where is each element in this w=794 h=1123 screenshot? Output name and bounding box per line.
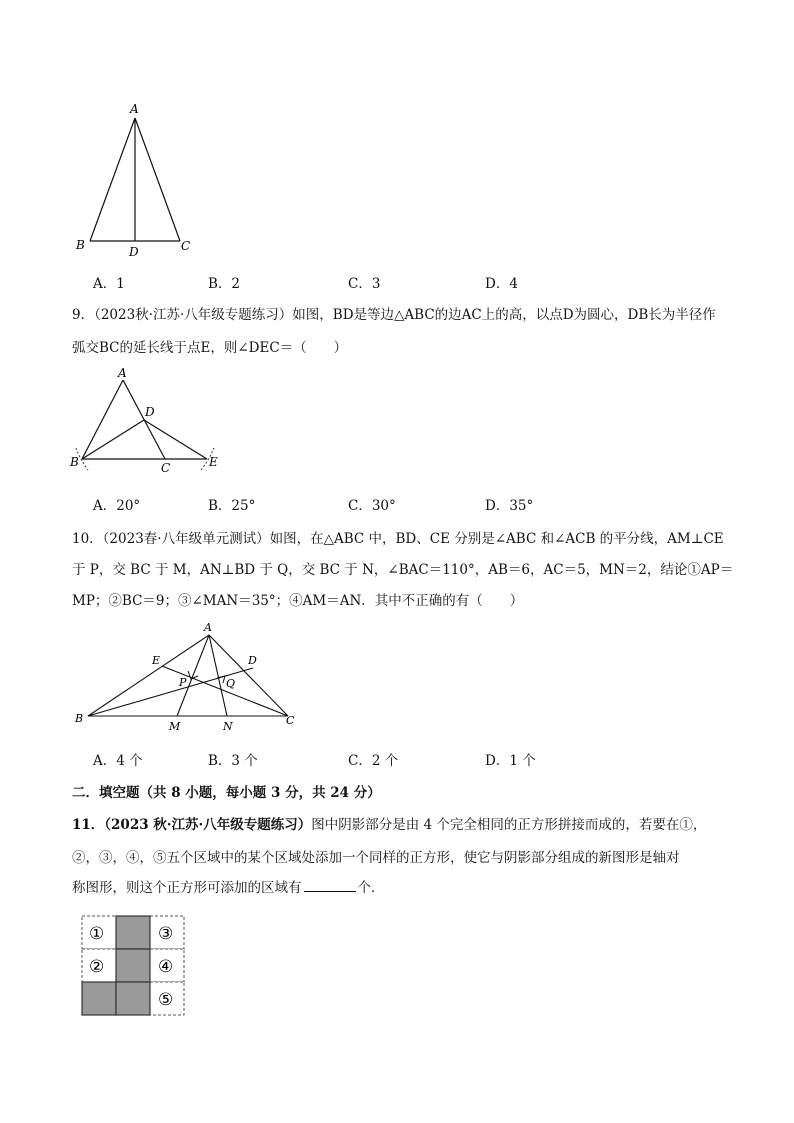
q10-side-ac — [209, 635, 288, 716]
q11-text-line1 — [72, 813, 706, 833]
q11-region-3-label: ③ — [158, 924, 174, 944]
q9-option-d[interactable]: D．35° — [485, 498, 534, 514]
q11-text-line3 — [72, 876, 385, 896]
q11-shaded-square — [116, 916, 150, 949]
q10-label-c: C — [286, 714, 295, 727]
q10-text-line2: 于 P，交 BC 于 M，AN⊥BD 于 Q，交 BC 于 N，∠BAC＝110°，AB＝6，AC＝5，MN＝2，结论①AP＝ — [72, 562, 734, 578]
q10-label-m: M — [169, 720, 181, 733]
q11-region-2-label: ② — [89, 957, 105, 977]
q9-side-ac — [123, 380, 165, 459]
q11-region-4-label: ④ — [158, 957, 174, 977]
q9-segment-de — [144, 420, 207, 459]
q8-option-c[interactable]: C．3 — [348, 276, 381, 292]
q11-shaded-square — [116, 949, 150, 982]
q11-source: 11．（2023 秋·江苏·八年级专题练习） — [72, 817, 312, 833]
q8-side-ac — [135, 118, 180, 241]
q9-label-a: A — [118, 366, 127, 380]
q9-triangle-figure — [68, 366, 228, 476]
section-heading-fill-in: 二．填空题（共 8 小题，每小题 3 分，共 24 分） — [72, 785, 381, 801]
q8-side-ab — [90, 118, 135, 241]
q10-label-p: P — [179, 676, 187, 689]
q11-text-line3-before: 称图形，则这个正方形可添加的区域有 — [72, 880, 302, 896]
q9-label-e: E — [209, 455, 218, 469]
q10-label-b: B — [75, 712, 84, 725]
q8-label-d: D — [129, 245, 139, 259]
q8-label-b: B — [76, 238, 85, 252]
q10-option-a[interactable]: A．4 个 — [93, 753, 143, 769]
q10-option-c[interactable]: C．2 个 — [348, 753, 399, 769]
q10-text-line3: MP；②BC＝9；③∠MAN＝35°；④AM＝AN．其中不正确的有（ ） — [72, 593, 524, 609]
q11-region-1-label: ① — [89, 924, 105, 944]
q9-label-d: D — [145, 405, 155, 419]
q9-label-c: C — [161, 461, 171, 475]
q9-side-ab — [82, 380, 123, 459]
q8-label-c: C — [181, 239, 191, 253]
q10-label-n: N — [223, 720, 233, 733]
q10-label-e: E — [152, 654, 161, 667]
q9-option-c[interactable]: C．30° — [348, 498, 396, 514]
q10-option-d[interactable]: D．1 个 — [485, 753, 536, 769]
q10-label-q: Q — [226, 677, 236, 690]
q9-option-b[interactable]: B．25° — [208, 498, 256, 514]
q11-region-5-label: ⑤ — [158, 990, 174, 1010]
q9-text-line1: 9．（2023秋·江苏·八年级专题练习）如图，BD是等边△ABC的边AC上的高，以点D为圆心，DB长为半径作 — [72, 307, 716, 323]
q10-text-line1: 10．（2023春·八年级单元测试）如图，在△ABC 中，BD、CE 分别是∠ABC 和∠ACB 的平分线，AM⊥CE — [72, 531, 724, 547]
q11-shaded-square — [82, 982, 116, 1015]
q10-label-d: D — [248, 654, 257, 667]
q10-segment-an — [209, 635, 227, 716]
q11-text-line1-rest: 图中阴影部分是由 4 个完全相同的正方形拼接而成的，若要在①， — [311, 817, 707, 833]
q11-shaded-square — [116, 982, 150, 1015]
q10-label-a: A — [204, 621, 212, 634]
q10-option-b[interactable]: B．3 个 — [208, 753, 258, 769]
q11-text-line3-after: 个． — [357, 880, 385, 896]
q10-side-ab — [88, 635, 209, 716]
q8-label-a: A — [130, 102, 139, 116]
q8-option-b[interactable]: B．2 — [208, 276, 241, 292]
q9-text-line2: 弧交BC的延长线于点E，则∠DEC＝（ ） — [72, 340, 348, 356]
q11-grid-figure — [80, 914, 186, 1018]
q11-text-line2: ②，③，④，⑤五个区域中的某个区域处添加一个同样的正方形，使它与阴影部分组成的新图形是轴对 — [72, 850, 680, 866]
q10-triangle-figure — [70, 620, 310, 735]
q9-segment-bd — [82, 420, 144, 459]
q11-answer-blank[interactable] — [304, 879, 356, 892]
q8-triangle-figure — [68, 98, 208, 263]
q8-option-a[interactable]: A．1 — [93, 276, 125, 292]
q9-option-a[interactable]: A．20° — [93, 498, 141, 514]
q8-option-d[interactable]: D．4 — [485, 276, 518, 292]
q9-label-b: B — [70, 455, 79, 469]
